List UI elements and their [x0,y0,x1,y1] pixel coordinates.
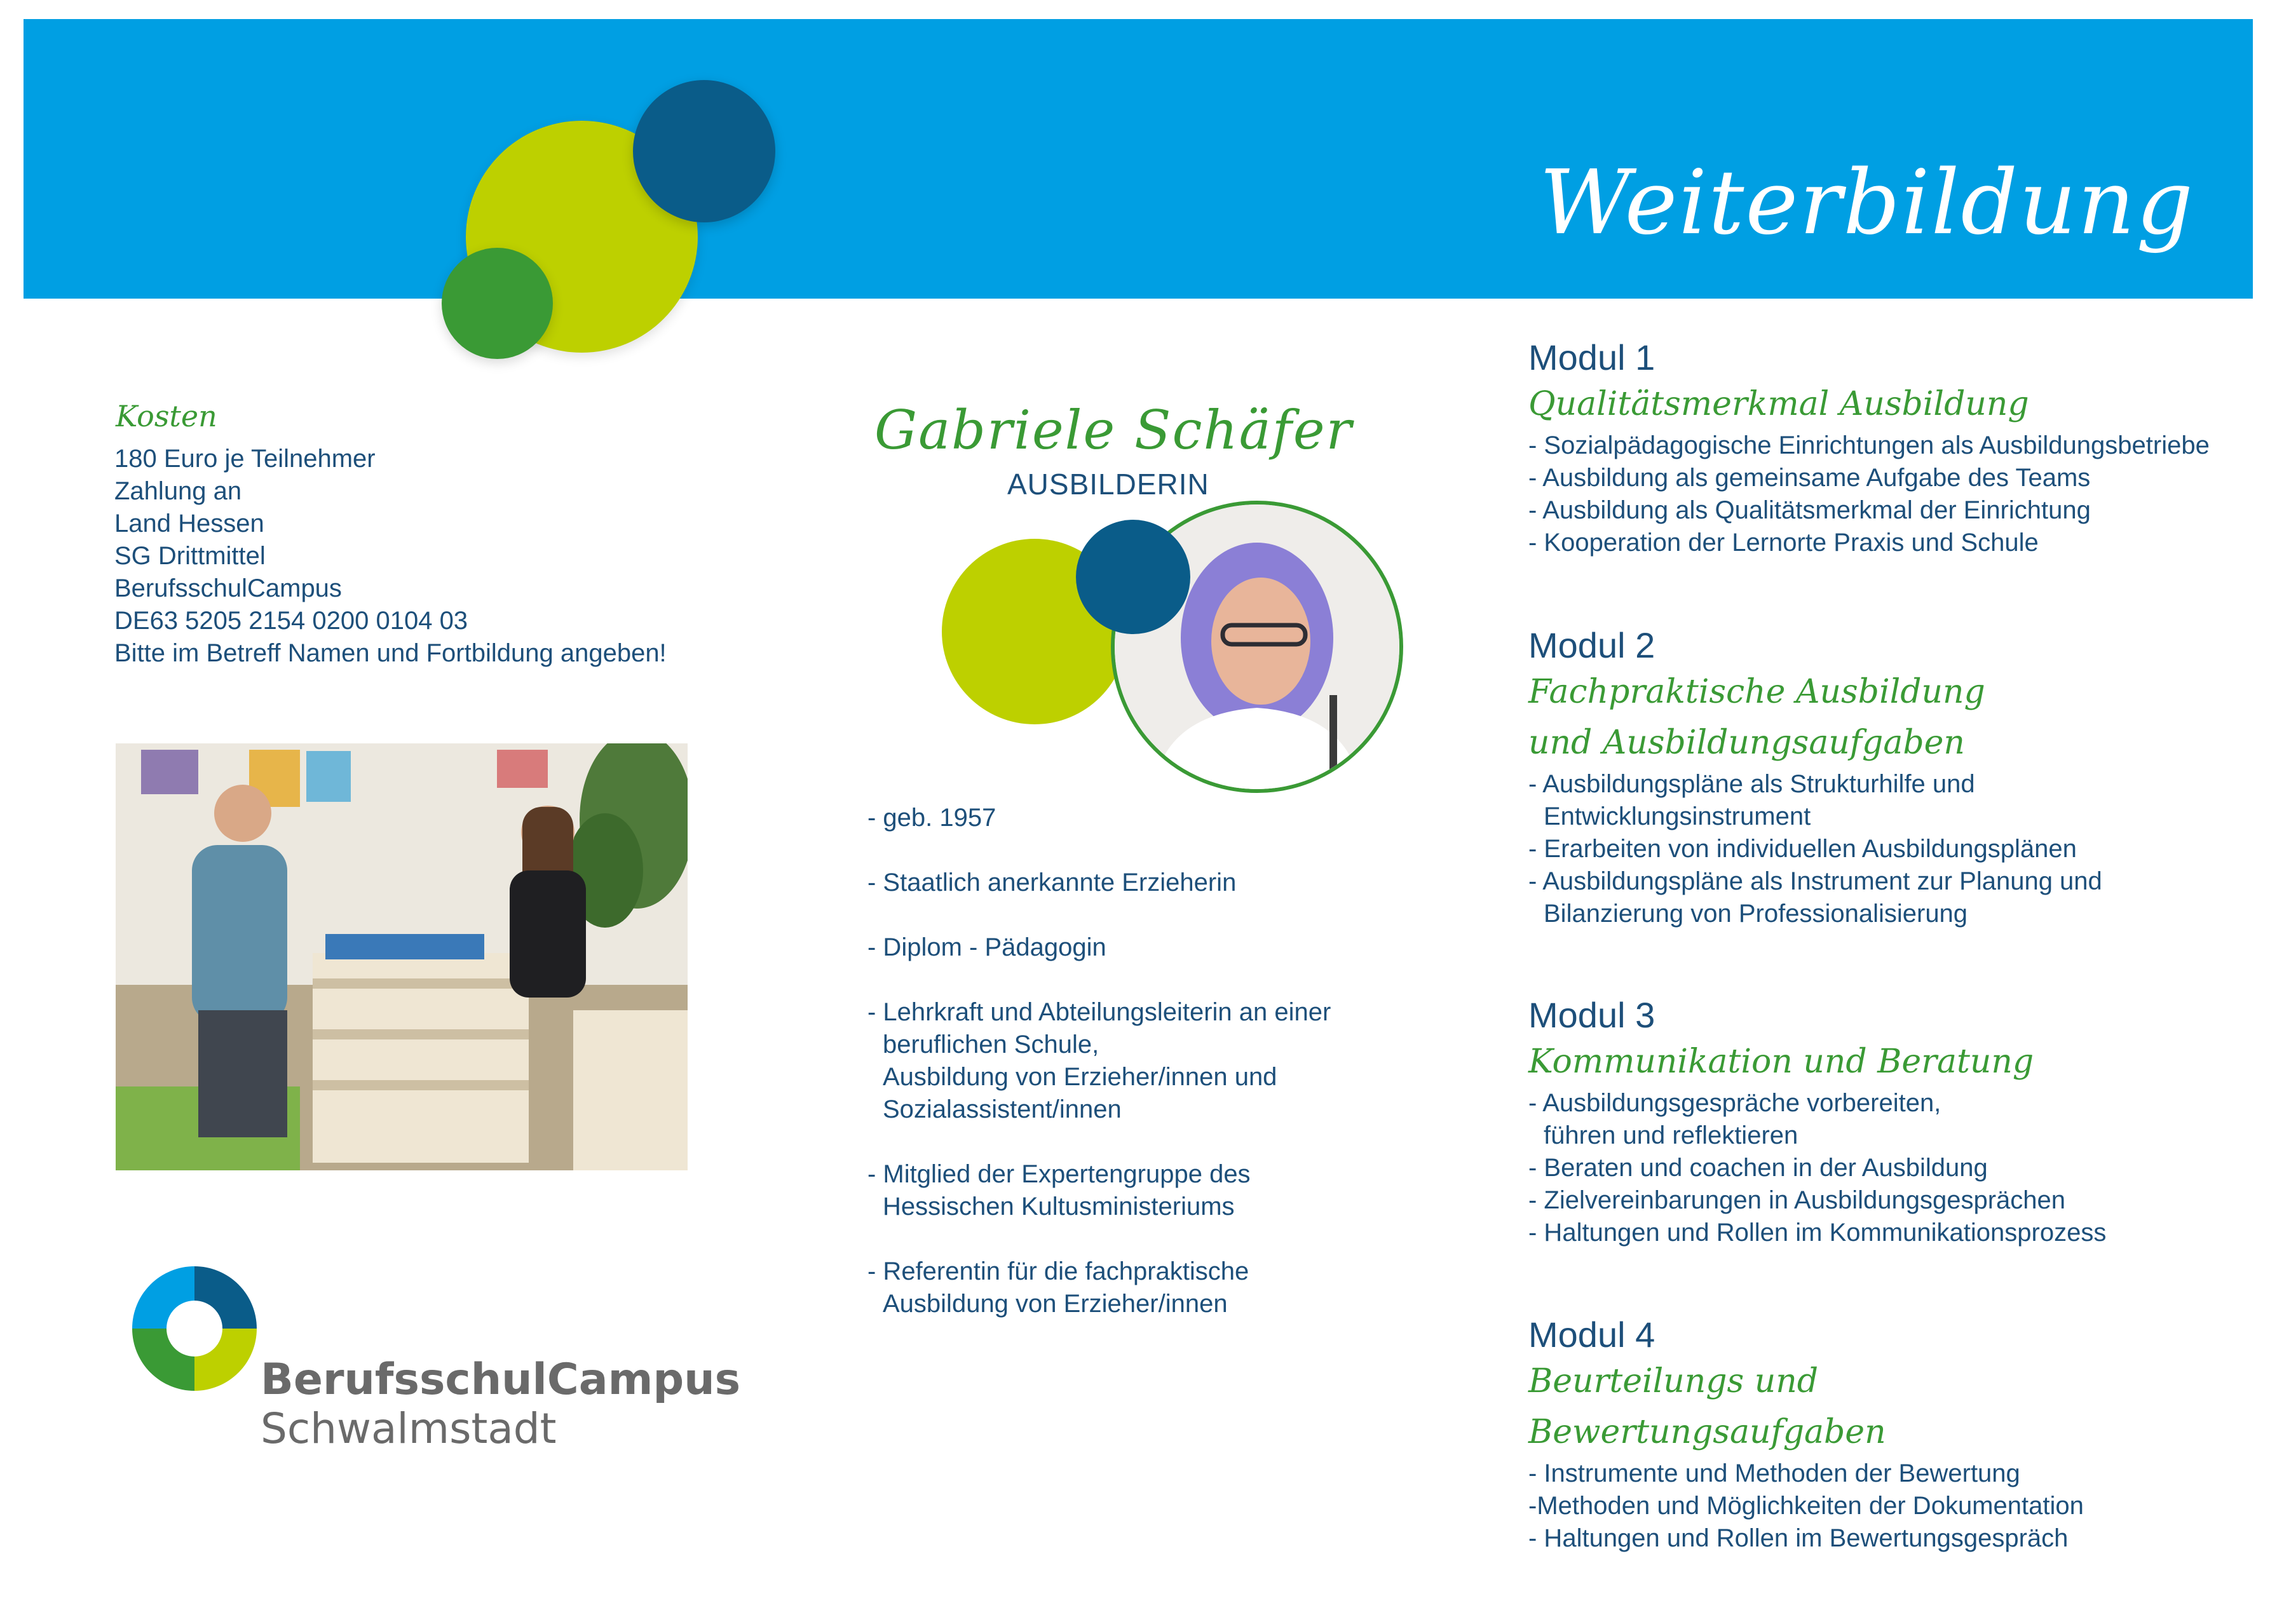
blue-circle [633,80,775,222]
bio-item [867,867,1331,899]
bio-item [867,996,1331,1126]
bio-line: Hessischen Kultusministeriums [883,1193,1235,1221]
bio-item [867,1158,1331,1223]
bio-item [867,1255,1331,1320]
logo-name-line1: BerufsschulCampus [261,1355,741,1405]
logo-name-line2: Schwalmstadt [261,1404,557,1453]
trainer-name: Gabriele Schäfer [874,399,1353,461]
module-1 [1528,337,2210,559]
meeting-photo [116,743,688,1170]
kosten-line: DE63 5205 2154 0200 0104 03 [114,607,468,635]
module-item: - Erarbeiten von individuellen Ausbildungsplänen [1528,835,2077,863]
bio-item [867,802,1331,834]
page-title: Weiterbildung [1539,151,2194,255]
module-items [1528,1087,2106,1249]
module-subtitle: Fachpraktische Ausbildung [1528,673,1985,711]
bio-item [867,931,1331,964]
module-subtitle: Beurteilungs und [1528,1362,1819,1400]
module-3 [1528,994,2106,1249]
module-heading: Modul 3 [1528,995,1655,1035]
module-item: - Haltungen und Rollen im Kommunikationsprozess [1528,1219,2107,1247]
bio-line: - Referentin für die fachpraktische [867,1257,1249,1285]
kosten-line: Land Hessen [114,510,264,538]
bio-line: - Diplom - Pädagogin [867,933,1106,961]
module-item: - Ausbildungspläne als Instrument zur Planung und [1528,867,2102,895]
module-4 [1528,1314,2084,1555]
kosten-details [114,443,667,670]
module-items [1528,768,2102,930]
module-items [1528,430,2210,559]
kosten-line: SG Drittmittel [114,542,266,570]
module-item: - Instrumente und Methoden der Bewertung [1528,1459,2020,1487]
green-circle [442,248,553,359]
bio-line: Ausbildung von Erzieher/innen [883,1290,1228,1318]
module-item: - Haltungen und Rollen im Bewertungsgespräch [1528,1524,2069,1552]
module-item: Entwicklungsinstrument [1544,802,1811,830]
trainer-role: AUSBILDERIN [1007,468,1209,501]
bio-line: - Lehrkraft und Abteilungsleiterin an einer [867,998,1331,1026]
module-subtitle: Kommunikation und Beratung [1528,1043,2034,1081]
kosten-line: BerufsschulCampus [114,574,342,602]
module-item: - Zielvereinbarungen in Ausbildungsgesprächen [1528,1186,2065,1214]
bio-line: - Mitglied der Expertengruppe des [867,1160,1251,1188]
kosten-line: Bitte im Betreff Namen und Fortbildung angeben! [114,639,667,667]
module-item: - Ausbildungspläne als Strukturhilfe und [1528,770,1975,798]
module-item: - Ausbildung als gemeinsame Aufgabe des Teams [1528,464,2091,492]
module-item: - Ausbildung als Qualitätsmerkmal der Einrichtung [1528,496,2091,524]
bio-line: beruflichen Schule, [883,1031,1099,1059]
trainer-bio [867,802,1331,1353]
photo-illustration [116,743,688,1170]
module-subtitle: Bewertungsaufgaben [1528,1413,1886,1451]
bio-line: Ausbildung von Erzieher/innen und [883,1063,1277,1091]
blue-circle-small [1076,520,1190,634]
module-heading: Modul 4 [1528,1315,1655,1355]
module-item: - Ausbildungsgespräche vorbereiten, [1528,1089,1941,1117]
campus-logo-icon [127,1261,262,1396]
module-items [1528,1458,2084,1555]
module-heading: Modul 1 [1528,337,1655,377]
module-2 [1528,625,2102,930]
bio-line: - Staatlich anerkannte Erzieherin [867,869,1237,897]
kosten-heading: Kosten [116,399,217,433]
module-item: -Methoden und Möglichkeiten der Dokumentation [1528,1492,2084,1520]
module-item: Bilanzierung von Professionalisierung [1544,900,1968,928]
kosten-line: 180 Euro je Teilnehmer [114,445,376,473]
bio-line: - geb. 1957 [867,804,996,832]
kosten-line: Zahlung an [114,477,242,505]
module-subtitle: und Ausbildungsaufgaben [1528,724,1965,762]
module-item: - Sozialpädagogische Einrichtungen als Ausbildungsbetriebe [1528,431,2210,459]
module-item: - Kooperation der Lernorte Praxis und Schule [1528,529,2039,557]
module-heading: Modul 2 [1528,625,1655,665]
module-item: - Beraten und coachen in der Ausbildung [1528,1154,1988,1182]
module-subtitle: Qualitätsmerkmal Ausbildung [1528,385,2029,423]
module-item: führen und reflektieren [1544,1121,1798,1149]
bio-line: Sozialassistent/innen [883,1095,1122,1123]
